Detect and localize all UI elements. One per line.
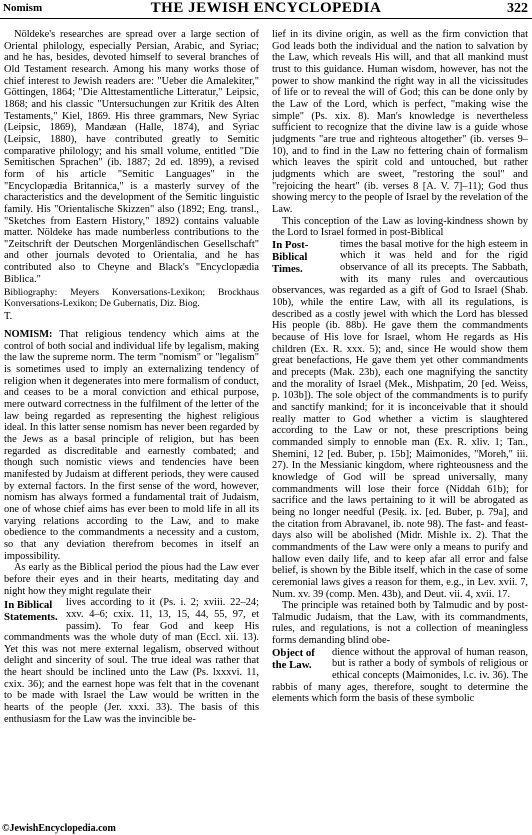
- object-paragraph: dience without the approval of human reason, but is rather a body of symbols of religious or ethical concepts (Maimonides, l.c. iv. 36). The rabbis of many ages, therefore, sought to determine the elements which form the basis of these symbolic: [272, 646, 528, 705]
- right-column: [272, 29, 528, 825]
- side-heading-line: the Law.: [272, 658, 312, 671]
- side-heading-object: [272, 647, 326, 671]
- side-heading-line: Object of: [272, 646, 315, 659]
- divine-origin-paragraph: lief in its divine origin, as well as the firm conviction that God leads both the individual and the nation to salvation by the Law, which reveals His will, and that all mankind must trust to this guidance. Human wisdom, however, has not the power to show mankind the right way in all the vicissitudes of life or to reveal the will of God; this can be done only by the Law of the Lord, which is perfect, "making wise the simple" (Ps. xix. 8). Man's knowledge is nevertheless sufficient to recognize that the divine law is a guide whose judgments "are true and righteous altogether" (ib. verses 9–10), and to find in the Law no fettering chain of formalism which leaves the spirit cold and untouched, but rather judgments which are sweet, "restoring the soul" and "rejoicing the heart" (ib. verses 8 [A. V. 7]–11); God thus showing mercy to the people of Israel by the revelation of the Law.: [272, 29, 528, 215]
- header-rule: [0, 18, 532, 19]
- side-heading-line: Times.: [272, 263, 303, 276]
- page-header: [0, 0, 532, 18]
- nomism-entry: [4, 329, 259, 562]
- post-biblical-intro: This conception of the Law as loving-kindness shown by the Lord to Israel formed in post-Biblical: [272, 215, 528, 239]
- noldeke-paragraph: Nöldeke's researches are spread over a large section of Oriental philology, especially Persian, Arabic, and Syriac; and he has, besides, devoted himself to several branches of Old Testament research. Among his many works those of chief interest to Jewish readers are: "Ueber die Amalekiter," Göttingen, 1864; "Die Alttestamentliche Litteratur," Leipsic, 1868; and his classic "Untersuchungen zur Kritik des Alten Testaments," Kiel, 1869. His three grammars, New Syriac (Leipsic, 1869), Mandæan (Halle, 1874), and Syriac (Leipsic, 1880), have contributed greatly to Semitic comparative philology; and his small volume, entitled "Die Semitischen Sprachen" (ib. 1887; 2d ed. 1899), a revised form of his article "Semitic Languages" in the "Encyclopædia Britannica," is a masterly survey of the characteristics and the development of the Semitic linguistic family. His "Orientalische Skizzen" also (1892; Eng. transl., "Sketches from Eastern History," 1892) contains valuable matter. Nöldeke has made numberless contributions to the "Zeitschrift der Deutschen Morgenländischen Gesellschaft" and other journals devoted to Orientalia, and he has contributed also to Cheyne and Black's "Encyclopædia Biblica.": [4, 29, 259, 285]
- biblical-paragraph: lives according to it (Ps. i. 2; xviii. 22–24; xxv. 4–6; cxix. 11, 13, 15, 44, 55, 97, et passim). To fear God and keep His commandments was the whole duty of man (Eccl. xii. 13). Yet this was not mere external legalism, observed without delight and sincerity of soul. The true ideal was rather that the heart should be inclined unto the Law (Ps. lxxxvi. 11, cxix. 36); and the earnest hope was felt that in the covenant to be made with Israel the Law would be written in the hearts of the people (Jer. xxxi. 33). The basis of this enthusiasm for the Law was the invincible be-: [4, 597, 259, 725]
- left-column: [4, 29, 259, 825]
- bibliography: Bibliography: Meyers Konversations-Lexikon; Brockhaus Konversations-Lexikon; De Gubernatis, Diz. Biog.: [4, 287, 259, 310]
- object-intro: The principle was retained both by Talmudic and by post-Talmudic Judaism, that the Law, with its commandments, rules, and regulations, is not a collection of meaningless forms demanding blind obe-: [272, 600, 528, 647]
- nomism-heading: NOMISM:: [4, 329, 53, 341]
- side-heading-post-biblical: [272, 239, 334, 276]
- side-heading-line: In Post-: [272, 238, 309, 251]
- side-heading-line: In Biblical: [4, 599, 53, 612]
- post-biblical-paragraph: times the basal motive for the high esteem in which it was held and for the rigid observance of all its precepts. The Sabbath, with its many rules and overcautious observances, was regarded as a gift of God to Israel (Shab. 10b), while the entire Law, with all its regulations, is described as a costly jewel with which the Lord has blessed His people (ib. 88b). He gave them the commandments because of His love for Israel, whom He regards as His children (Ex. R. xxx. 5); and, since He would show them great benefactions, He gave them yet other commandments and precepts (Mak. 23b), each one magnifying the sanctity and the morality of Israel (Mek., Mishpatim, 20 [ed. Weiss, p. 103b]). The sole object of the commandments is to purify and sanctify mankind; for it is inconceivable that it should really matter to God whether a victim is slaughtered according to the Law or not, these prescriptions being commanded simply to ennoble man (Ex. R. xliv. 1; Tan., Shemini, 12 [ed. Buber, p. 15b]; Maimonides, "Moreh," iii. 27). In the Messianic kingdom, where righteousness and the knowledge of God will be spread universally, many commandments will lose their force (Niddah 61b); for sacrifice and the laws pertaining to it will be abrogated as being no longer needful (Pesiḳ. ix. [ed. Buber, p. 79a], and the citation from Abravanel, ib. note 98). The fast- and feast-days also will be abolished (Midr. Mishle ix. 2). That the commandments of the Law were only a means to purify and hallow even daily life, and to keep afar all error and false belief, is shown by the Bible itself, which in the case of some ceremonial laws gives a reason for them, e.g., in Lev. xvii. 7, Num. xv. 39 (comp. Men. 43b), and Deut. vii. 4, xvii. 17.: [272, 238, 528, 600]
- page-number: 322: [507, 1, 528, 16]
- copyright-credit: ©JewishEncyclopedia.com: [2, 823, 116, 834]
- biblical-intro: As early as the Biblical period the pious had the Law ever before their eyes and in their hearts, meditating day and night how they might regulate their: [4, 562, 259, 597]
- nomism-text: That religious tendency which aims at the control of both social and individual life by legalism, making the law the supreme norm. The term "nomism" or "legalism" is sometimes used to imply an externalizing tendency of religion when it degenerates into mere formalism of conduct, and ceases to be a moral conviction and ethical purpose, mere outward correctness in the fulfilment of the letter of the law being regarded as representing the highest religious ideal. In this latter sense nomism has never been regarded by the Jews as a basal principle of religion, but has been regarded as discreditable and earnestly combated; and though such nomistic views and tendencies have been manifested by Judaism at different periods, they were caused by external factors. In the first sense of the word, however, nomism has always formed a fundamental trait of Judaism, one of whose chief aims has ever been to mold life in all its varying relations according to the Law, and to make obedience to the commandments a necessity and a custom, so that any deviation therefrom becomes in itself an impossibility.: [4, 329, 259, 562]
- author-signature: T.: [4, 311, 13, 323]
- side-heading-line: Statements.: [4, 611, 58, 624]
- side-heading-biblical: [4, 599, 60, 623]
- section-name: Nomism: [3, 2, 43, 14]
- running-title: THE JEWISH ENCYCLOPEDIA: [150, 0, 382, 16]
- side-heading-line: Biblical: [272, 251, 308, 264]
